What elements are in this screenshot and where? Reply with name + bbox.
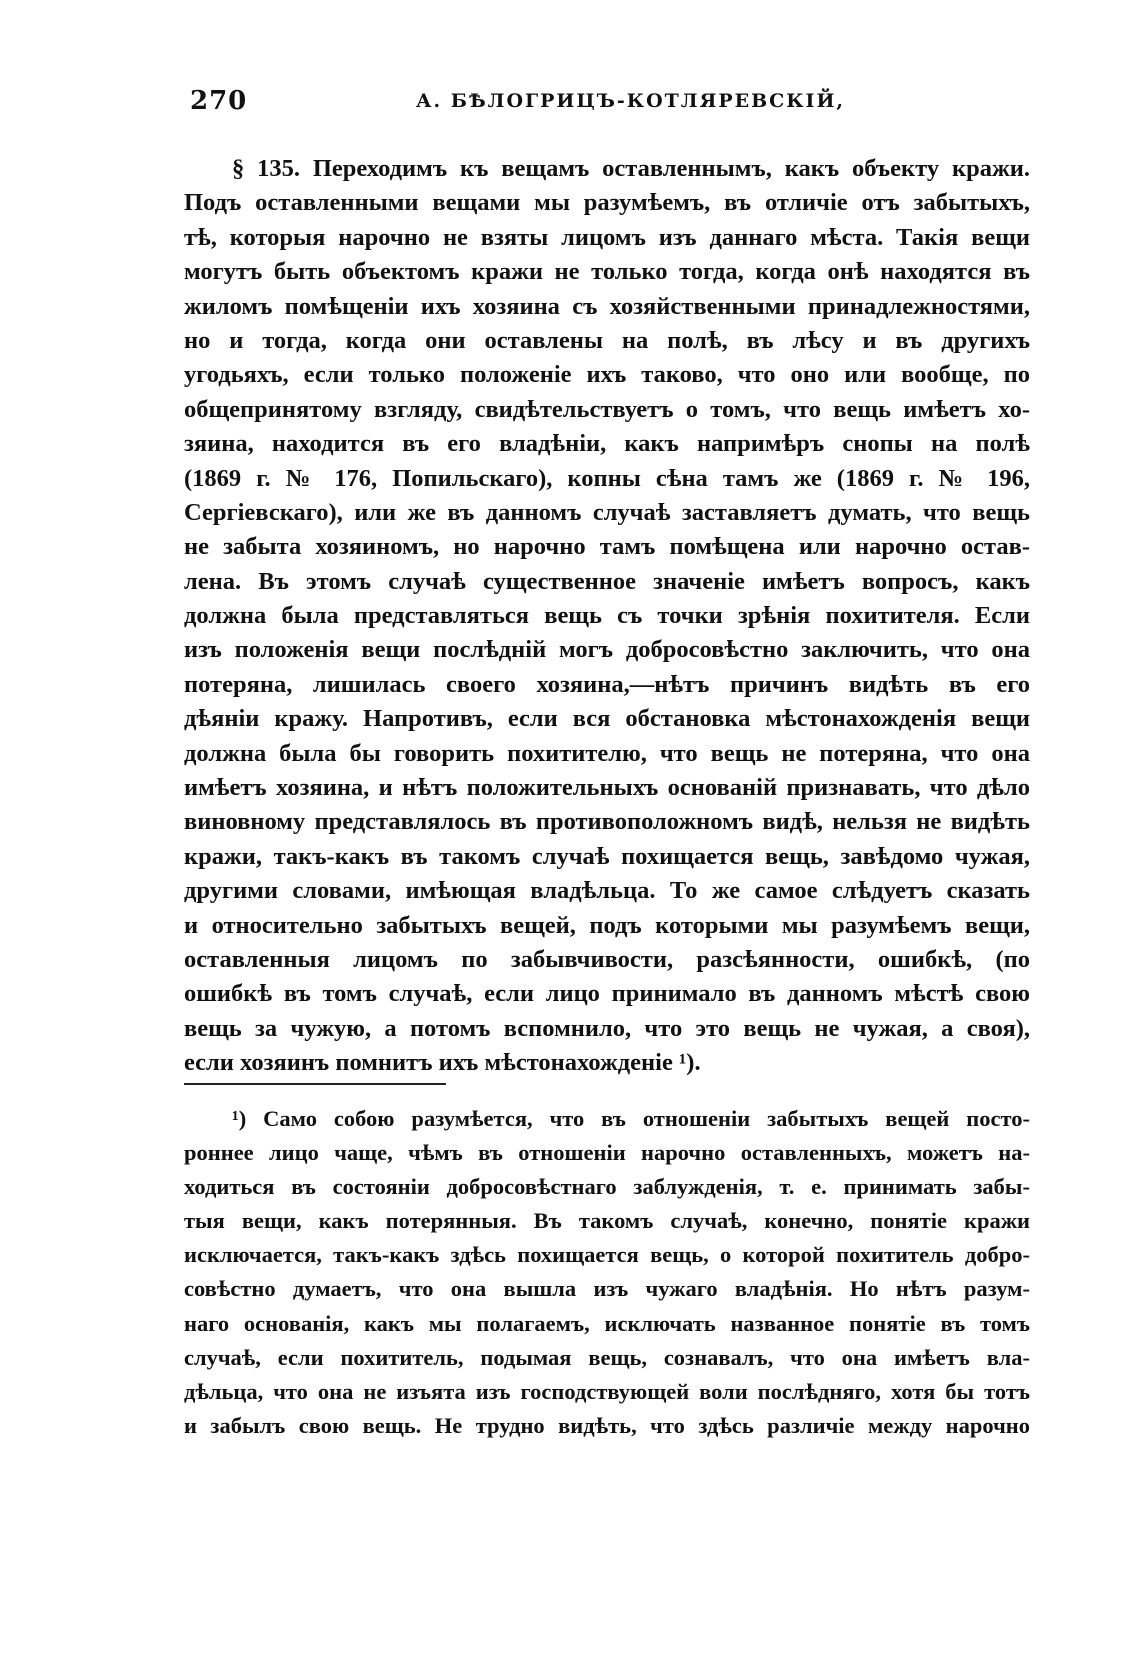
text-line: должна была бы говорить похитителю, что вещь не потеряна, что она	[184, 739, 1030, 767]
footnote	[184, 1102, 1030, 1443]
page-header	[190, 86, 1030, 126]
footnote-line: исключается, такъ-какъ здѣсь похищается вещь, о которой похититель добро-	[184, 1242, 1030, 1268]
main-paragraph	[184, 152, 1030, 1081]
text-line: угодьяхъ, если только положеніе ихъ таково, что оно или вообще, по	[184, 361, 1030, 389]
footnote-line: дѣльца, что она не изъята изъ господствующей воли послѣдняго, хотя бы тотъ	[184, 1378, 1030, 1404]
text-line: § 135. Переходимъ къ вещамъ оставленнымъ, какъ объекту кражи.	[232, 155, 1030, 182]
text-line: изъ положенія вещи послѣдній могъ добросовѣстно заключить, что она	[184, 636, 1030, 664]
text-line: если хозяинъ помнитъ ихъ мѣстонахожденіе ¹).	[184, 1049, 701, 1077]
text-line: (1869 г. № 176, Попильскаго), копны сѣна тамъ же (1869 г. № 196,	[184, 464, 1030, 492]
text-line: Сергіевскаго), или же въ данномъ случаѣ заставляетъ думать, что вещь	[184, 498, 1030, 526]
text-line: не забыта хозяиномъ, но нарочно тамъ помѣщена или нарочно остав-	[184, 533, 1030, 561]
text-line: потеряна, лишилась своего хозяина,—нѣтъ причинъ видѣть въ его	[184, 670, 1030, 698]
text-line: оставленныя лицомъ по забывчивости, разсѣянности, ошибкѣ, (по	[184, 945, 1030, 973]
text-line: должна была представляться вещь съ точки зрѣнія похитителя. Если	[184, 602, 1030, 630]
footnote-line: случаѣ, если похититель, подымая вещь, сознавалъ, что она имѣетъ вла-	[184, 1344, 1030, 1370]
text-line: общепринятому взгляду, свидѣтельствуетъ о томъ, что вещь имѣетъ хо-	[184, 395, 1030, 423]
text-line: дѣяніи кражу. Напротивъ, если вся обстановка мѣстонахожденія вещи	[184, 705, 1030, 733]
text-line: виновному представлялось въ противоположномъ видѣ, нельзя не видѣть	[184, 808, 1030, 836]
footnote-line: ¹) Само собою разумѣется, что въ отношеніи забытыхъ вещей посто-	[232, 1106, 1030, 1131]
text-line: кражи, такъ-какъ въ такомъ случаѣ похищается вещь, завѣдомо чужая,	[184, 842, 1030, 870]
text-line: вещь за чужую, а потомъ вспомнило, что это вещь не чужая, а своя),	[184, 1014, 1030, 1042]
text-line: но и тогда, когда они оставлены на полѣ, въ лѣсу и въ другихъ	[184, 326, 1030, 354]
text-line: ошибкѣ въ томъ случаѣ, если лицо принимало въ данномъ мѣстѣ свою	[184, 980, 1030, 1008]
text-line: жиломъ помѣщеніи ихъ хозяина съ хозяйственными принадлежностями,	[184, 292, 1030, 320]
footnote-line: наго основанія, какъ мы полагаемъ, исключать названное понятіе въ томъ	[184, 1310, 1030, 1336]
text-line: тѣ, которыя нарочно не взяты лицомъ изъ даннаго мѣста. Такія вещи	[184, 223, 1030, 251]
text-line: Подъ оставленными вещами мы разумѣемъ, въ отличіе отъ забытыхъ,	[184, 189, 1030, 217]
page-number: 270	[190, 86, 248, 116]
footnote-line: тыя вещи, какъ потерянныя. Въ такомъ случаѣ, конечно, понятіе кражи	[184, 1208, 1030, 1234]
footnote-line: совѣстно думаетъ, что она вышла изъ чужаго владѣнія. Но нѣтъ разум-	[184, 1276, 1030, 1302]
footnote-line: ходиться въ состояніи добросовѣстнаго заблужденія, т. е. принимать забы-	[184, 1174, 1030, 1200]
text-line: и относительно забытыхъ вещей, подъ которыми мы разумѣемъ вещи,	[184, 911, 1030, 939]
footnote-line: и забылъ свою вещь. Не трудно видѣть, что здѣсь различіе между нарочно	[184, 1412, 1030, 1438]
footnote-line: роннее лицо чаще, чѣмъ въ отношеніи нарочно оставленныхъ, можетъ на-	[184, 1140, 1030, 1166]
text-line: лена. Въ этомъ случаѣ существенное значеніе имѣетъ вопросъ, какъ	[184, 567, 1030, 595]
footnote-separator	[184, 1083, 446, 1085]
text-line: другими словами, имѣющая владѣльца. То же самое слѣдуетъ сказать	[184, 877, 1030, 905]
text-line: имѣетъ хозяина, и нѣтъ положительныхъ основаній признавать, что дѣло	[184, 774, 1030, 802]
text-line: могутъ быть объектомъ кражи не только тогда, когда онѣ находятся въ	[184, 258, 1030, 286]
text-line: зяина, находится въ его владѣніи, какъ напримѣръ снопы на полѣ	[184, 430, 1030, 458]
running-head: А. БѢЛОГРИЦЪ-КОТЛЯРЕВСКІЙ,	[416, 90, 846, 112]
